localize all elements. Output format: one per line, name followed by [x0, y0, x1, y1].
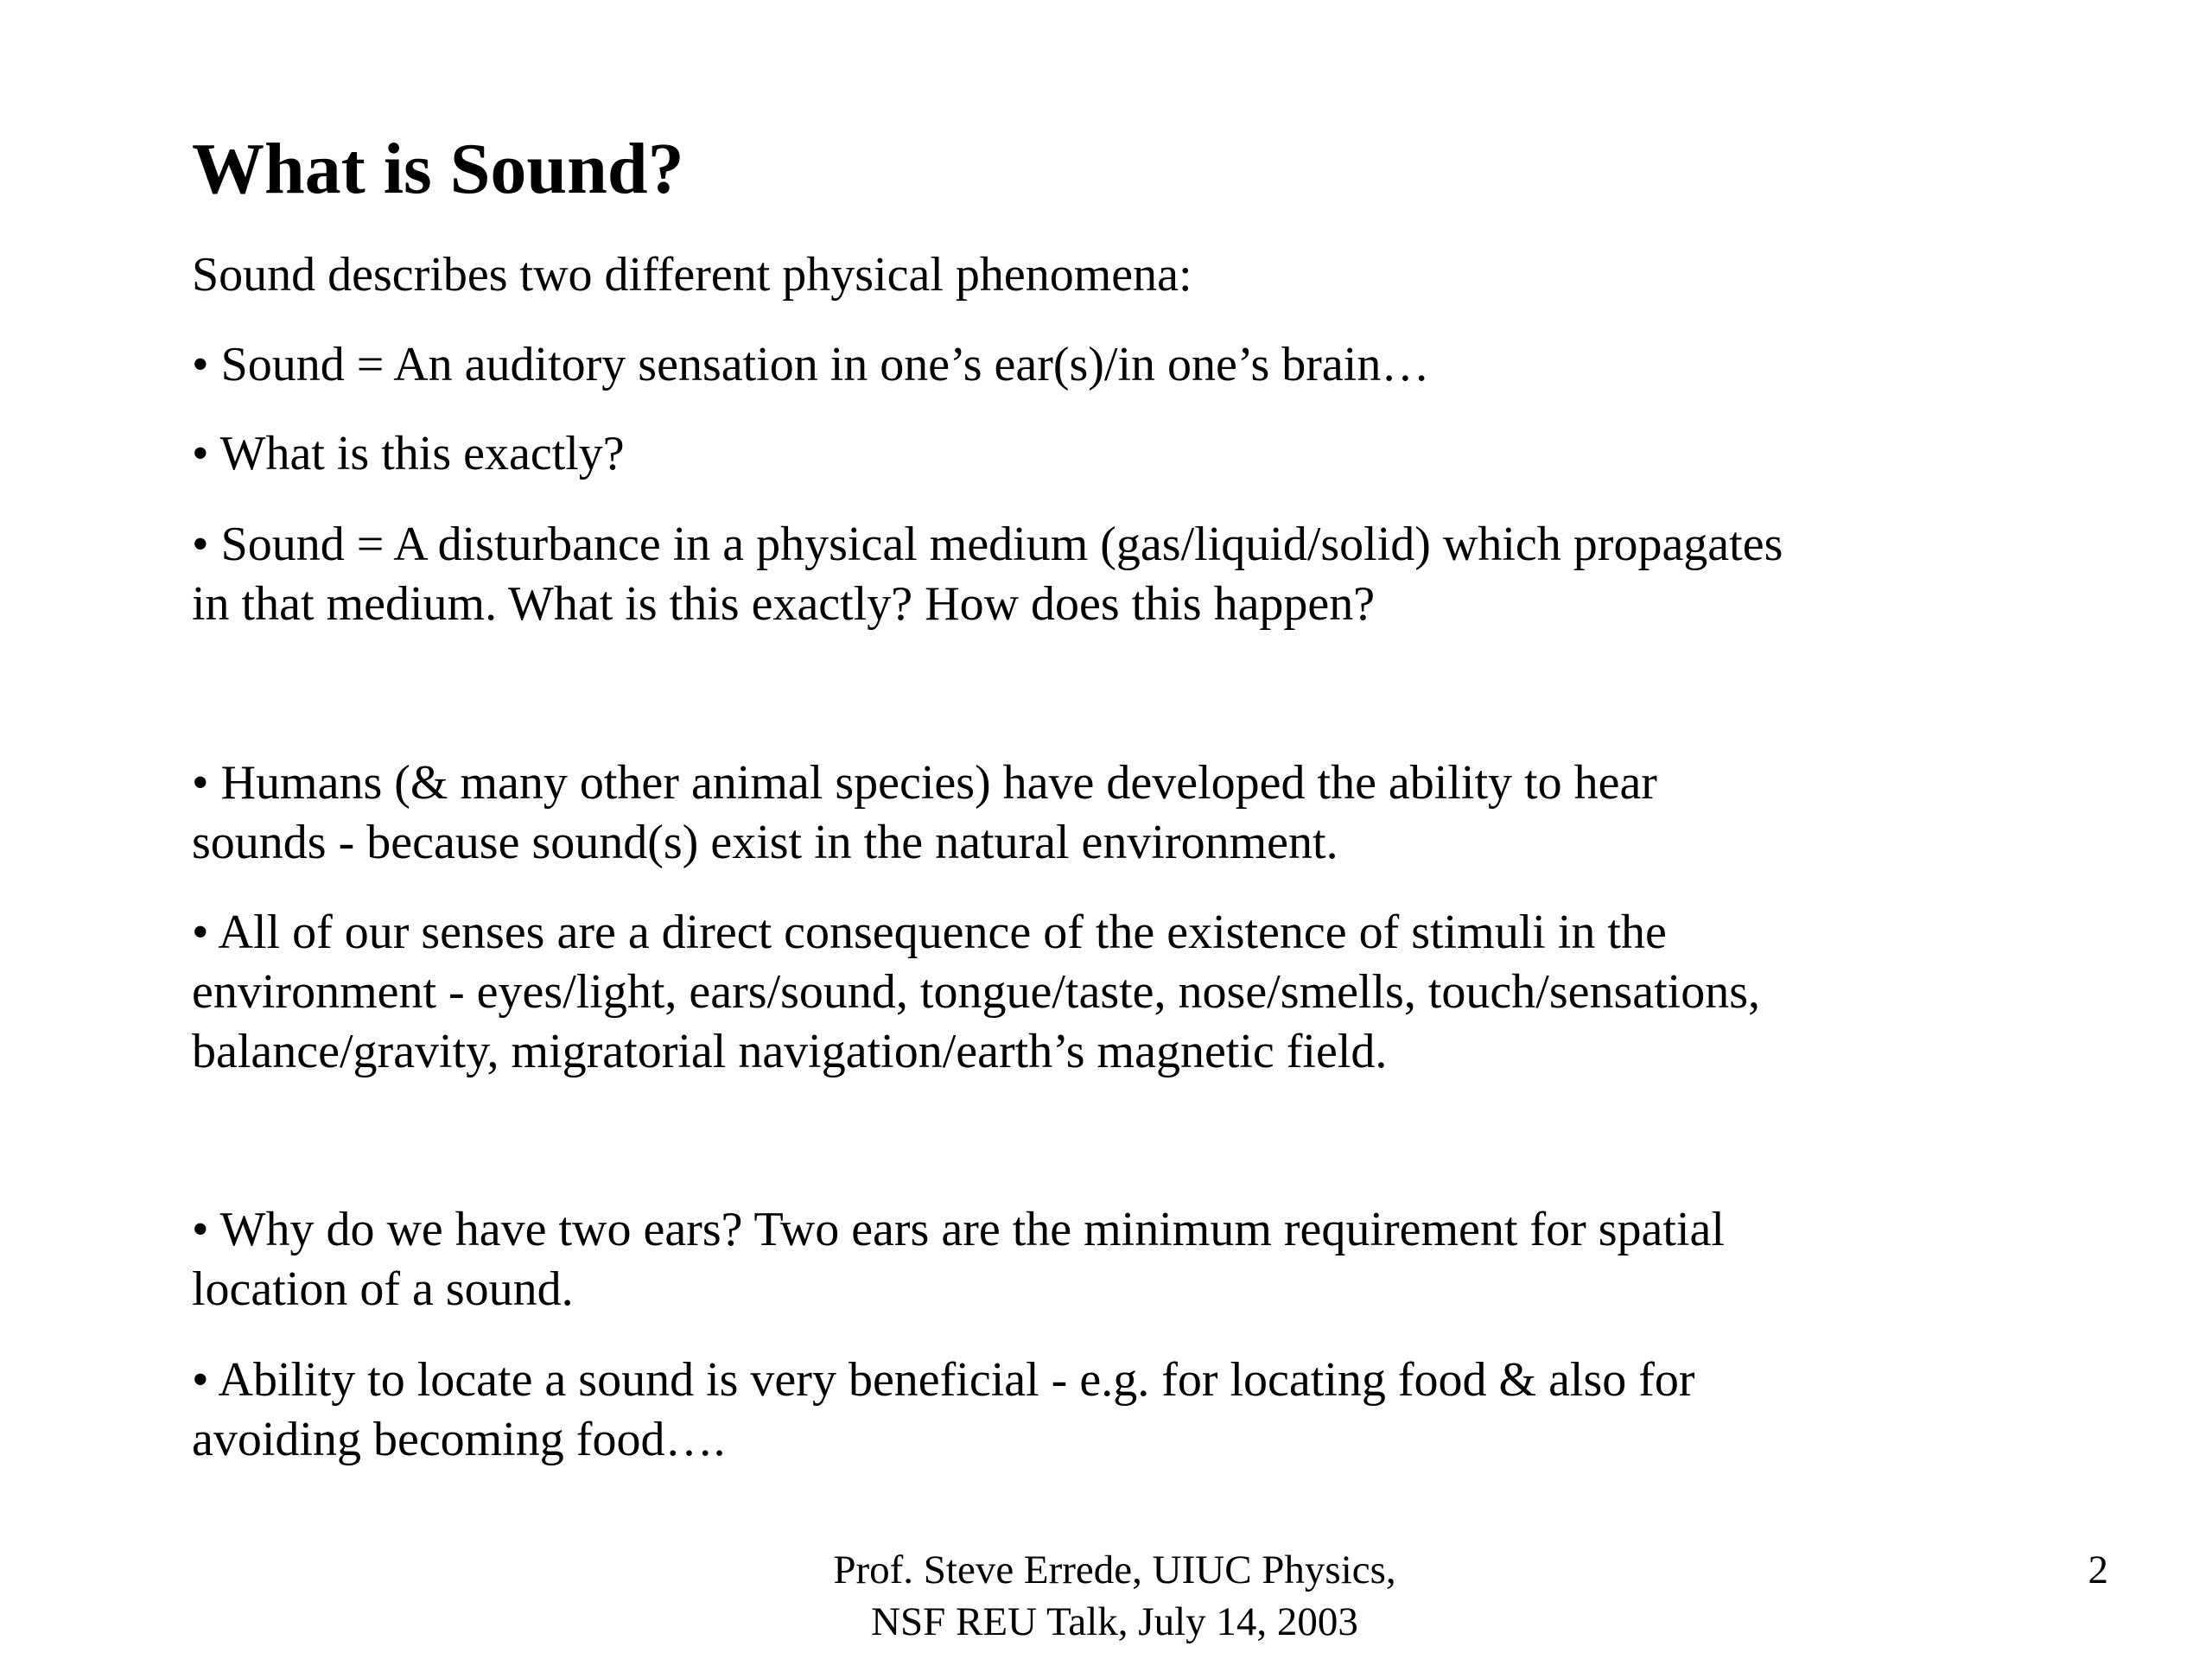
bullet-line: • All of our senses are a direct consequence of the existence of stimuli in the	[192, 906, 1667, 959]
bullet-humans-hear	[192, 753, 1657, 873]
bullet-senses	[192, 903, 1760, 1082]
bullet-line: • Sound = An auditory sensation in one’s ear(s)/in one’s brain…	[192, 338, 1430, 391]
bullet-physical-disturbance	[192, 515, 1783, 634]
footer-author: Prof. Steve Errede, UIUC Physics,	[833, 1548, 1396, 1592]
slide-footer	[760, 1544, 1469, 1648]
bullet-line: balance/gravity, migratorial navigation/earth’s magnetic field.	[192, 1025, 1388, 1078]
bullet-line: • Sound = A disturbance in a physical medium (gas/liquid/solid) which propagates	[192, 518, 1783, 571]
footer-event: NSF REU Talk, July 14, 2003	[871, 1599, 1358, 1644]
bullet-line: • Why do we have two ears? Two ears are the minimum requirement for spatial	[192, 1203, 1725, 1256]
bullet-locate-sound	[192, 1351, 1695, 1470]
bullet-line: environment - eyes/light, ears/sound, tongue/taste, nose/smells, touch/sensations,	[192, 965, 1761, 1019]
bullet-line: in that medium. What is this exactly? How does this happen?	[192, 577, 1376, 631]
bullet-line: • Humans (& many other animal species) have developed the ability to hear	[192, 756, 1657, 810]
bullet-line: • Ability to locate a sound is very beneficial - e.g. for locating food & also for	[192, 1353, 1695, 1407]
bullet-two-ears	[192, 1200, 1725, 1319]
page-number: 2	[2088, 1548, 2108, 1592]
intro-text: Sound describes two different physical phenomena:	[192, 248, 1192, 302]
bullet-line: • What is this exactly?	[192, 427, 625, 480]
bullet-line: avoiding becoming food….	[192, 1413, 726, 1466]
bullet-what-is-this	[192, 424, 625, 484]
bullet-line: sounds - because sound(s) exist in the natural environment.	[192, 816, 1338, 869]
bullet-auditory-sensation	[192, 335, 1429, 395]
bullet-line: location of a sound.	[192, 1262, 574, 1316]
slide-title: What is Sound?	[192, 129, 684, 209]
